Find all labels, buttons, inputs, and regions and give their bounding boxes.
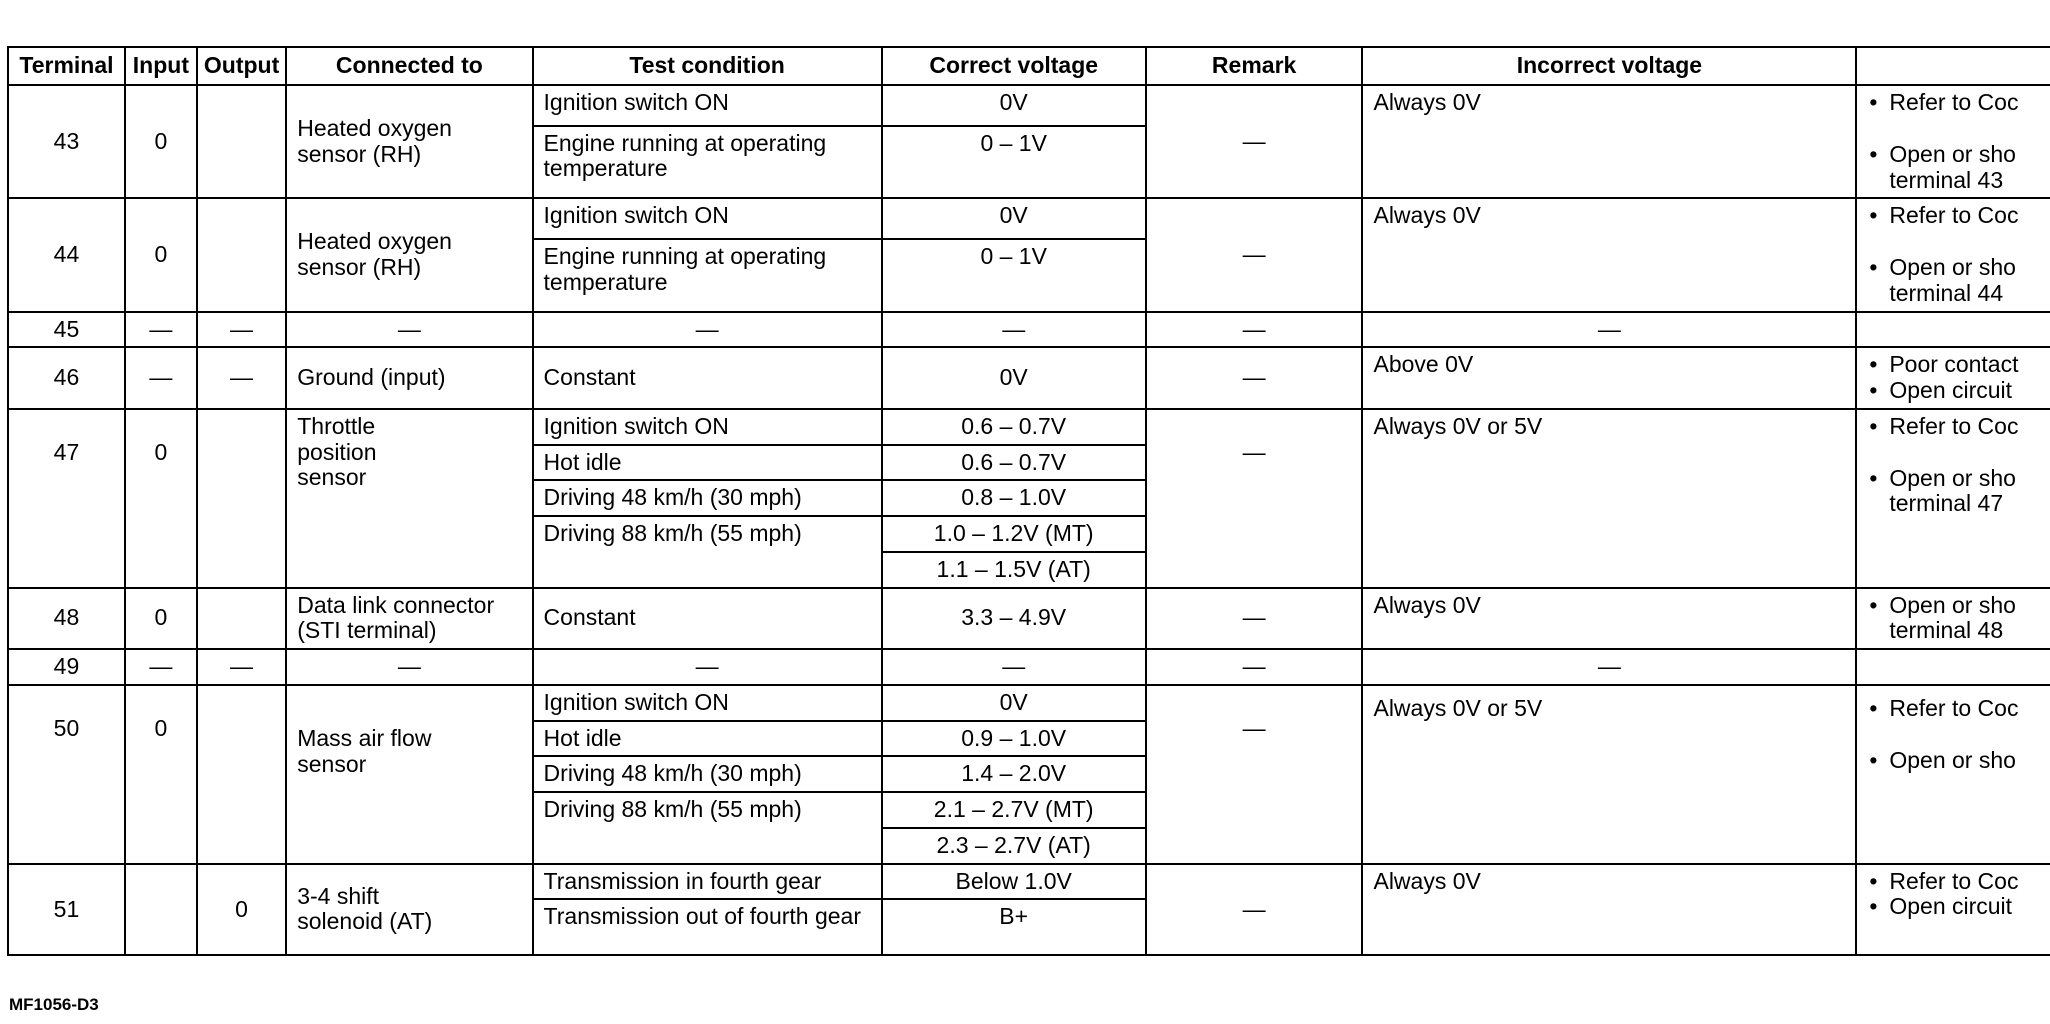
header-output: Output bbox=[197, 47, 286, 85]
output-cell: — bbox=[197, 347, 286, 409]
correct-voltage-cell: 2.1 – 2.7V (MT) bbox=[882, 792, 1146, 828]
test-condition-cell: Transmission out of fourth gear bbox=[533, 899, 882, 955]
test-condition-cell: — bbox=[533, 312, 882, 348]
correct-voltage-cell: 1.4 – 2.0V bbox=[882, 756, 1146, 792]
header-correct-voltage: Correct voltage bbox=[882, 47, 1146, 85]
connected-to-text: Throttle position sensor bbox=[297, 412, 377, 491]
correct-voltage-cell: 0.6 – 0.7V bbox=[882, 445, 1146, 481]
possible-cause-cell bbox=[1856, 347, 2050, 409]
header-test-condition: Test condition bbox=[533, 47, 882, 85]
test-condition-cell: Ignition switch ON bbox=[533, 198, 882, 239]
input-cell: 0 bbox=[125, 85, 197, 198]
table-row bbox=[8, 685, 2050, 721]
possible-cause-cell bbox=[1856, 409, 2050, 588]
header-row bbox=[8, 47, 2050, 85]
terminal-cell: 51 bbox=[8, 864, 125, 956]
remark-cell: — bbox=[1146, 312, 1363, 348]
cause-item-cont: terminal 44 bbox=[1889, 279, 2004, 306]
cause-item: • Poor contact bbox=[1867, 352, 2050, 378]
connected-to-cell bbox=[286, 409, 532, 588]
correct-voltage-cell: 2.3 – 2.7V (AT) bbox=[882, 828, 1146, 864]
incorrect-voltage-cell: Always 0V or 5V bbox=[1362, 409, 1856, 588]
input-cell: 0 bbox=[125, 409, 197, 588]
output-cell bbox=[197, 198, 286, 311]
table-row bbox=[8, 85, 2050, 126]
input-cell: — bbox=[125, 649, 197, 685]
output-cell bbox=[197, 409, 286, 588]
table-row bbox=[8, 649, 2050, 685]
test-condition-cell: Constant bbox=[533, 588, 882, 650]
terminal-cell: 43 bbox=[8, 85, 125, 198]
table-row bbox=[8, 198, 2050, 239]
remark-cell: — bbox=[1146, 649, 1363, 685]
remark-cell: — bbox=[1146, 85, 1363, 198]
cause-item: • Open or sho bbox=[1867, 142, 2050, 168]
input-cell: — bbox=[125, 312, 197, 348]
correct-voltage-cell: 0 – 1V bbox=[882, 126, 1146, 199]
remark-cell: — bbox=[1146, 588, 1363, 650]
correct-voltage-cell: 0V bbox=[882, 85, 1146, 126]
incorrect-voltage-cell: Above 0V bbox=[1362, 347, 1856, 409]
connected-to-text: 3-4 shift solenoid (AT) bbox=[297, 882, 433, 935]
table-row bbox=[8, 409, 2050, 445]
terminal-cell: 44 bbox=[8, 198, 125, 311]
possible-cause-cell bbox=[1856, 85, 2050, 198]
header-remark: Remark bbox=[1146, 47, 1363, 85]
possible-cause-cell bbox=[1856, 312, 2050, 348]
output-cell bbox=[197, 685, 286, 864]
cause-item: • Refer to Coc bbox=[1867, 696, 2050, 722]
incorrect-voltage-cell: — bbox=[1362, 312, 1856, 348]
table-row bbox=[8, 864, 2050, 900]
correct-voltage-cell: — bbox=[882, 649, 1146, 685]
connected-to-cell bbox=[286, 685, 532, 864]
correct-voltage-cell: 0.6 – 0.7V bbox=[882, 409, 1146, 445]
possible-cause-cell bbox=[1856, 864, 2050, 956]
incorrect-voltage-cell: Always 0V bbox=[1362, 85, 1856, 198]
cause-item: • Refer to Coc bbox=[1867, 414, 2050, 440]
connected-to-cell: Heated oxygen sensor (RH) bbox=[286, 198, 532, 311]
test-condition-cell: Engine running at operating temperature bbox=[533, 126, 882, 199]
input-cell: — bbox=[125, 347, 197, 409]
figure-code: MF1056-D3 bbox=[9, 995, 99, 1014]
correct-voltage-cell: 0V bbox=[882, 685, 1146, 721]
cause-item-cont: terminal 43 bbox=[1889, 166, 2004, 193]
header-incorrect-voltage: Incorrect voltage bbox=[1362, 47, 1856, 85]
test-condition-cell: Constant bbox=[533, 347, 882, 409]
terminal-cell: 47 bbox=[8, 409, 125, 588]
remark-cell: — bbox=[1146, 864, 1363, 956]
output-cell: 0 bbox=[197, 864, 286, 956]
cause-item: • Open circuit bbox=[1867, 378, 2050, 404]
remark-cell: — bbox=[1146, 198, 1363, 311]
test-condition-cell: Hot idle bbox=[533, 445, 882, 481]
input-cell: 0 bbox=[125, 685, 197, 864]
wiring-spec-sheet bbox=[7, 46, 2050, 956]
correct-voltage-cell: 0 – 1V bbox=[882, 239, 1146, 312]
output-cell: — bbox=[197, 649, 286, 685]
possible-cause-cell bbox=[1856, 649, 2050, 685]
table-row bbox=[8, 312, 2050, 348]
connected-to-cell: Ground (input) bbox=[286, 347, 532, 409]
terminal-cell: 48 bbox=[8, 588, 125, 650]
incorrect-voltage-cell: Always 0V bbox=[1362, 864, 1856, 956]
correct-voltage-cell: 0V bbox=[882, 347, 1146, 409]
output-cell bbox=[197, 85, 286, 198]
incorrect-voltage-cell: Always 0V or 5V bbox=[1362, 685, 1856, 864]
incorrect-voltage-cell: Always 0V bbox=[1362, 198, 1856, 311]
terminal-cell: 49 bbox=[8, 649, 125, 685]
remark-cell: — bbox=[1146, 409, 1363, 588]
output-cell: — bbox=[197, 312, 286, 348]
cause-item-cont: terminal 47 bbox=[1889, 490, 2004, 517]
terminal-voltage-table bbox=[7, 46, 2050, 956]
table-row bbox=[8, 347, 2050, 409]
cause-item: • Refer to Coc bbox=[1867, 869, 2050, 895]
test-condition-cell: Ignition switch ON bbox=[533, 85, 882, 126]
correct-voltage-cell: 0V bbox=[882, 198, 1146, 239]
cause-item: • Open or sho bbox=[1867, 466, 2050, 492]
test-condition-cell: Ignition switch ON bbox=[533, 409, 882, 445]
connected-to-cell: — bbox=[286, 312, 532, 348]
test-condition-cell: Driving 48 km/h (30 mph) bbox=[533, 480, 882, 516]
correct-voltage-cell: B+ bbox=[882, 899, 1146, 955]
correct-voltage-cell: 1.0 – 1.2V (MT) bbox=[882, 516, 1146, 552]
cause-item: • Open or sho bbox=[1867, 255, 2050, 281]
cause-item: • Open circuit bbox=[1867, 894, 2050, 920]
input-cell: 0 bbox=[125, 198, 197, 311]
header-terminal: Terminal bbox=[8, 47, 125, 85]
correct-voltage-cell: Below 1.0V bbox=[882, 864, 1146, 900]
possible-cause-cell bbox=[1856, 685, 2050, 864]
connected-to-text: Mass air flow sensor bbox=[297, 724, 432, 777]
test-condition-cell: Driving 88 km/h (55 mph) bbox=[533, 516, 882, 588]
test-condition-cell: Engine running at operating temperature bbox=[533, 239, 882, 312]
test-condition-cell: Driving 88 km/h (55 mph) bbox=[533, 792, 882, 864]
terminal-cell: 45 bbox=[8, 312, 125, 348]
output-cell bbox=[197, 588, 286, 650]
test-condition-cell: Driving 48 km/h (30 mph) bbox=[533, 756, 882, 792]
cause-item: • Open or sho bbox=[1867, 593, 2050, 619]
incorrect-voltage-cell: — bbox=[1362, 649, 1856, 685]
connected-to-cell: Data link connector (STI terminal) bbox=[286, 588, 532, 650]
cause-item: • Open or sho bbox=[1867, 748, 2050, 774]
remark-cell: — bbox=[1146, 347, 1363, 409]
header-possible-cause bbox=[1856, 47, 2050, 85]
correct-voltage-cell: 0.9 – 1.0V bbox=[882, 721, 1146, 757]
correct-voltage-cell: — bbox=[882, 312, 1146, 348]
terminal-cell: 46 bbox=[8, 347, 125, 409]
connected-to-cell: — bbox=[286, 649, 532, 685]
test-condition-cell: Hot idle bbox=[533, 721, 882, 757]
remark-cell: — bbox=[1146, 685, 1363, 864]
test-condition-cell: Ignition switch ON bbox=[533, 685, 882, 721]
test-condition-cell: — bbox=[533, 649, 882, 685]
possible-cause-cell bbox=[1856, 198, 2050, 311]
correct-voltage-cell: 3.3 – 4.9V bbox=[882, 588, 1146, 650]
correct-voltage-cell: 0.8 – 1.0V bbox=[882, 480, 1146, 516]
correct-voltage-cell: 1.1 – 1.5V (AT) bbox=[882, 552, 1146, 588]
test-condition-cell: Transmission in fourth gear bbox=[533, 864, 882, 900]
connected-to-cell bbox=[286, 864, 532, 956]
cause-item: • Refer to Coc bbox=[1867, 203, 2050, 229]
input-cell bbox=[125, 864, 197, 956]
header-connected-to: Connected to bbox=[286, 47, 532, 85]
table-row bbox=[8, 588, 2050, 650]
possible-cause-cell bbox=[1856, 588, 2050, 650]
header-input: Input bbox=[125, 47, 197, 85]
incorrect-voltage-cell: Always 0V bbox=[1362, 588, 1856, 650]
terminal-cell: 50 bbox=[8, 685, 125, 864]
cause-item-cont: terminal 48 bbox=[1889, 617, 2004, 644]
input-cell: 0 bbox=[125, 588, 197, 650]
cause-item: • Refer to Coc bbox=[1867, 90, 2050, 116]
connected-to-cell: Heated oxygen sensor (RH) bbox=[286, 85, 532, 198]
